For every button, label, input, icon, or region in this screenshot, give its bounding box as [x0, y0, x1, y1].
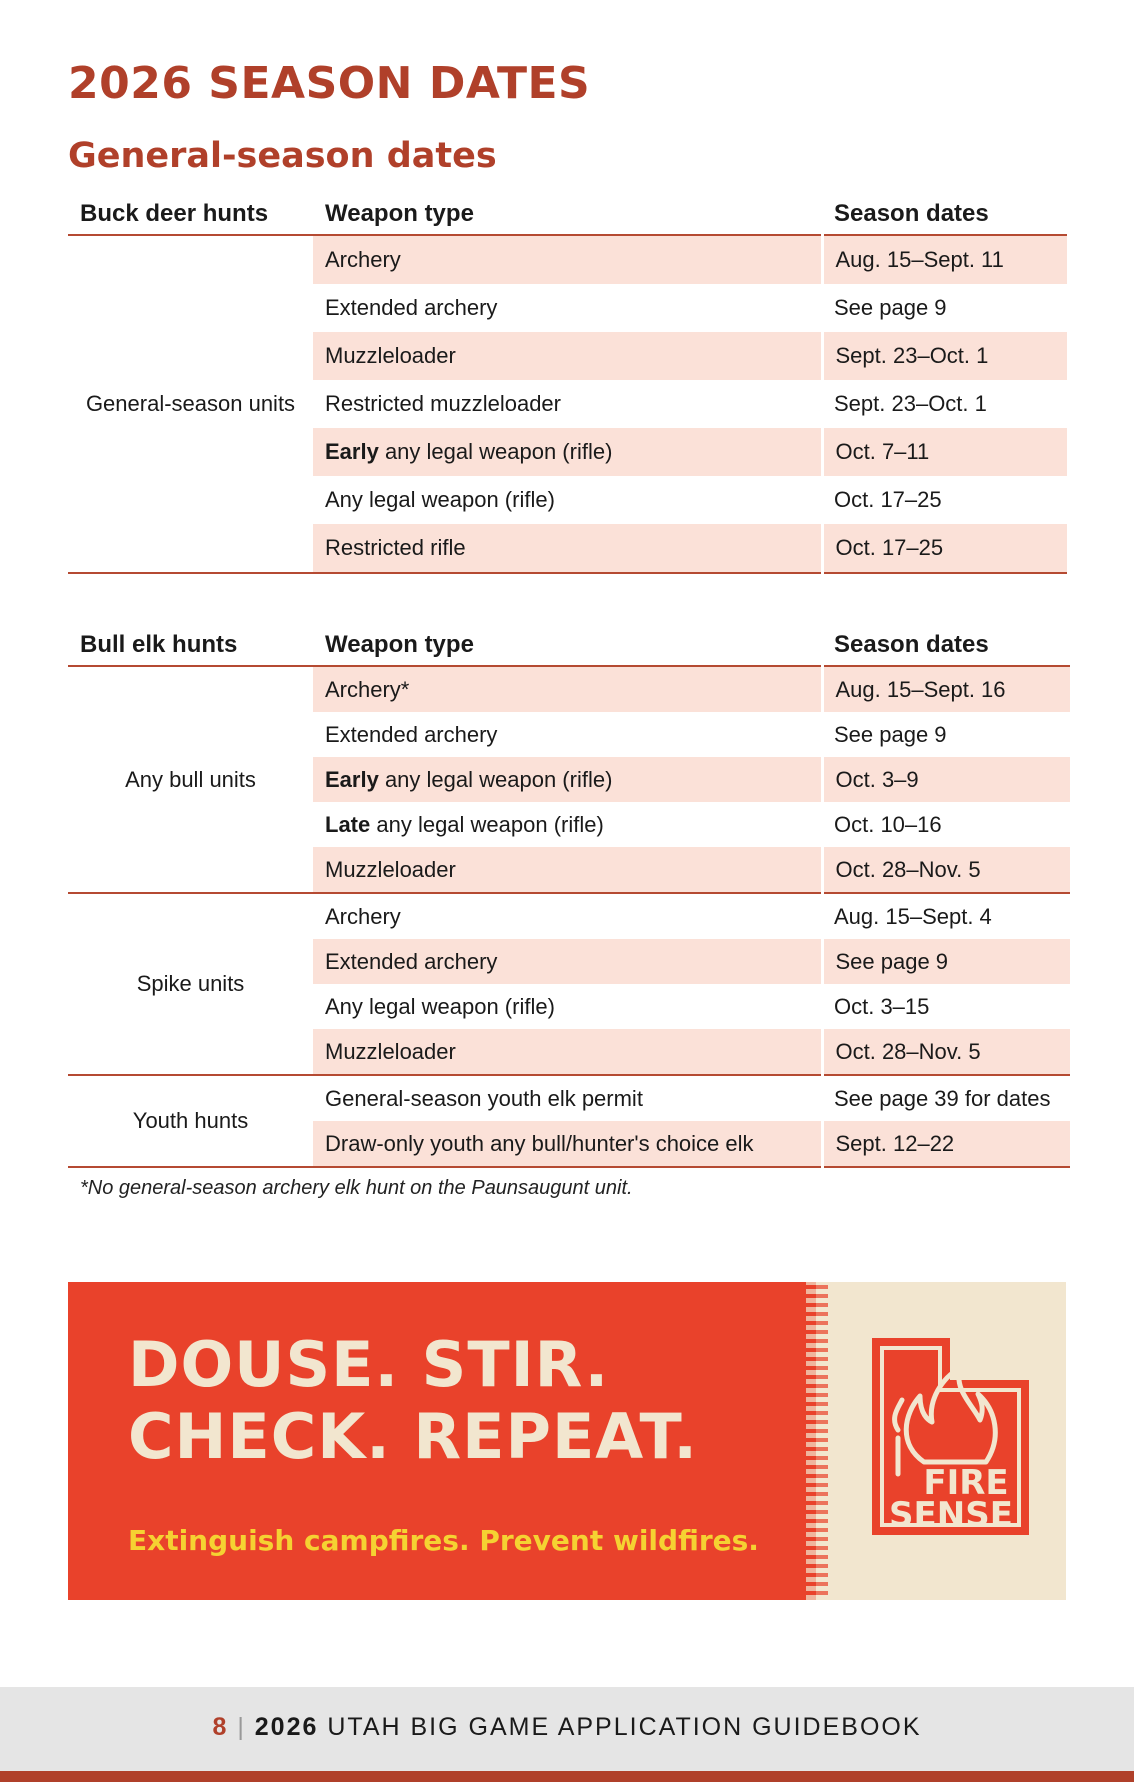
table-row	[68, 666, 1070, 712]
header-weapon: Weapon type	[313, 625, 822, 666]
table-row	[68, 1075, 1070, 1121]
weapon-cell	[313, 893, 822, 939]
unit-cell: Youth hunts	[68, 1075, 313, 1167]
weapon-emphasis: Early	[325, 439, 379, 464]
weapon-cell	[313, 847, 822, 893]
weapon-cell	[313, 235, 822, 284]
weapon-text: Muzzleloader	[325, 1038, 456, 1064]
weapon-cell	[313, 802, 822, 847]
weapon-cell	[313, 1121, 822, 1167]
weapon-text: Extended archery	[325, 295, 498, 320]
dates-cell: Oct. 17–25	[822, 524, 1067, 573]
elk-table-body	[68, 666, 1070, 1167]
dates-cell: Oct. 10–16	[834, 811, 942, 837]
footer-title: UTAH BIG GAME APPLICATION GUIDEBOOK	[327, 1713, 922, 1741]
dates-cell: Sept. 23–Oct. 1	[834, 391, 987, 416]
banner-headline-line1: DOUSE. STIR.	[128, 1328, 610, 1401]
dates-cell: Sept. 23–Oct. 1	[822, 332, 1067, 380]
banner-tagline: Extinguish campfires. Prevent wildfires.	[128, 1524, 759, 1557]
logo-fire-text: FIRE	[923, 1463, 1009, 1503]
weapon-cell	[313, 1029, 822, 1075]
dates-cell: Oct. 7–11	[822, 428, 1067, 476]
footer-page-number: 8	[212, 1713, 229, 1741]
weapon-cell	[313, 476, 822, 524]
header-hunts: Buck deer hunts	[68, 194, 313, 235]
banner-headline-line2: CHECK. REPEAT.	[128, 1400, 698, 1473]
weapon-text: Restricted rifle	[325, 535, 466, 560]
dates-cell: See page 39 for dates	[834, 1085, 1051, 1111]
weapon-text: Draw-only youth any bull/hunter's choice elk	[325, 1130, 754, 1156]
weapon-cell	[313, 666, 822, 712]
dates-cell: Oct. 3–15	[834, 993, 930, 1019]
fire-sense-banner	[68, 1282, 1066, 1600]
bull-elk-table	[68, 625, 1070, 1168]
weapon-cell	[313, 1075, 822, 1121]
weapon-text: any legal weapon (rifle)	[378, 766, 613, 792]
footer-text	[0, 1713, 1134, 1742]
buck-deer-table	[68, 194, 1067, 574]
weapon-cell	[313, 712, 822, 757]
dates-cell: Sept. 12–22	[822, 1121, 1070, 1167]
weapon-text: any legal weapon (rifle)	[370, 811, 604, 837]
header-weapon: Weapon type	[313, 194, 822, 235]
weapon-cell	[313, 284, 822, 332]
weapon-text: Extended archery	[325, 721, 498, 747]
dates-cell: Aug. 15–Sept. 4	[834, 903, 992, 929]
logo-sense-text: SENSE	[889, 1495, 1013, 1535]
dates-cell: Aug. 15–Sept. 11	[822, 235, 1067, 284]
page-footer	[0, 1687, 1134, 1771]
weapon-text: Any legal weapon (rifle)	[325, 993, 555, 1019]
dates-cell: Oct. 28–Nov. 5	[822, 1029, 1070, 1075]
unit-cell: Spike units	[68, 893, 313, 1075]
weapon-cell	[313, 428, 822, 476]
table-row	[68, 235, 1067, 284]
table-row	[68, 893, 1070, 939]
weapon-text: Restricted muzzleloader	[325, 391, 561, 416]
weapon-emphasis: Late	[325, 811, 371, 837]
fire-sense-logo	[868, 1334, 1033, 1539]
weapon-cell	[313, 757, 822, 802]
deer-table-body	[68, 235, 1067, 573]
footnote: *No general-season archery elk hunt on the Paunsaugunt unit.	[80, 1177, 633, 1199]
header-dates: Season dates	[822, 194, 1067, 235]
dates-cell: Oct. 3–9	[822, 757, 1070, 802]
footer-accent-bar	[0, 1771, 1134, 1782]
weapon-cell	[313, 380, 822, 428]
unit-cell: General-season units	[68, 235, 313, 573]
header-hunts: Bull elk hunts	[68, 625, 313, 666]
header-dates: Season dates	[822, 625, 1070, 666]
weapon-cell	[313, 984, 822, 1029]
weapon-text: General-season youth elk permit	[325, 1085, 643, 1111]
page-title: 2026 SEASON DATES	[68, 58, 591, 109]
weapon-text: Archery	[325, 247, 401, 272]
banner-torn-edge	[806, 1282, 828, 1600]
weapon-text: Any legal weapon (rifle)	[325, 487, 555, 512]
unit-cell: Any bull units	[68, 666, 313, 893]
footer-separator: |	[237, 1713, 246, 1741]
weapon-cell	[313, 939, 822, 984]
weapon-emphasis: Early	[325, 766, 379, 792]
dates-cell: See page 9	[834, 295, 947, 320]
weapon-text: Archery	[325, 903, 401, 929]
dates-cell: Oct. 28–Nov. 5	[822, 847, 1070, 893]
dates-cell: Aug. 15–Sept. 16	[822, 666, 1070, 712]
weapon-text: Muzzleloader	[325, 856, 456, 882]
footer-year: 2026	[254, 1713, 319, 1741]
section-title: General-season dates	[68, 136, 497, 176]
dates-cell: See page 9	[834, 721, 947, 747]
weapon-text: Muzzleloader	[325, 343, 456, 368]
weapon-cell	[313, 524, 822, 573]
weapon-cell	[313, 332, 822, 380]
dates-cell: Oct. 17–25	[834, 487, 942, 512]
weapon-text: any legal weapon (rifle)	[378, 439, 613, 464]
weapon-text: Extended archery	[325, 948, 498, 974]
dates-cell: See page 9	[822, 939, 1070, 984]
weapon-text: Archery*	[325, 676, 410, 702]
